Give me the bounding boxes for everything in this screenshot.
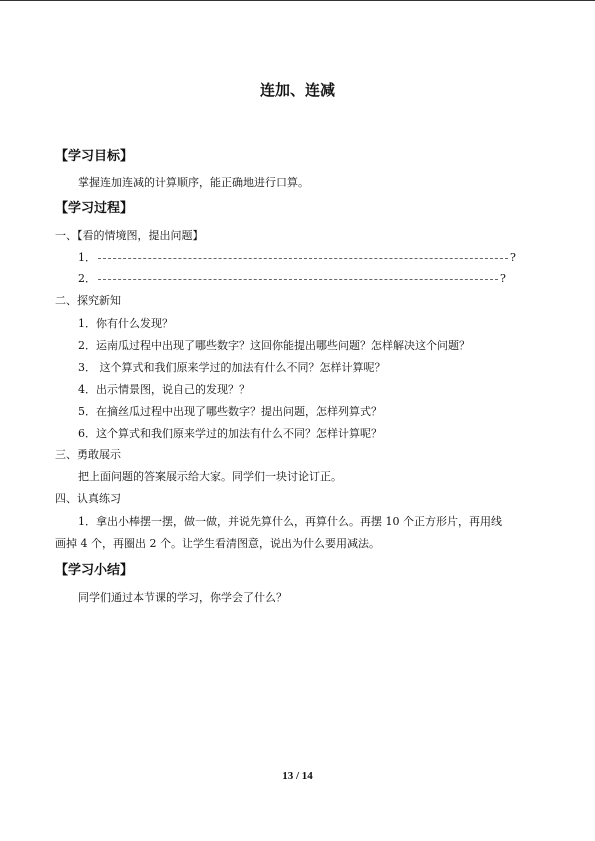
- explore-item-3: 3． 这个算式和我们原来学过的加法有什么不同？怎样计算呢？: [78, 361, 386, 374]
- page-number: 13 / 14: [282, 770, 313, 782]
- process-heading: 【学习过程】: [55, 201, 134, 216]
- part4-line-2: 画掉 4 个，再圈出 2 个。让学生看清图意，说出为什么要用减法。: [55, 537, 380, 550]
- question-line-1: [78, 251, 516, 265]
- summary-heading: 【学习小结】: [55, 563, 134, 578]
- question-1-number: 1．: [78, 251, 96, 264]
- explore-item-2: 2．运南瓜过程中出现了哪些数字？这回你能提出哪些问题？怎样解决这个问题？: [78, 339, 470, 352]
- explore-item-4: 4．出示情景图，说自己的发现？？: [78, 383, 250, 396]
- question-2-number: 2．: [78, 272, 96, 285]
- part3-text: 把上面问题的答案展示给大家。同学们一块讨论订正。: [78, 470, 342, 483]
- explore-item-5: 5．在摘丝瓜过程中出现了哪些数字？提出问题，怎样列算式？: [78, 405, 382, 418]
- answer-blank-2: [98, 279, 498, 280]
- part3-title: 三、勇敢展示: [55, 448, 121, 461]
- part2-title: 二、探究新知: [55, 294, 121, 307]
- part4-title: 四、认真练习: [55, 492, 121, 505]
- explore-item-1: 1．你有什么发现？: [78, 317, 173, 330]
- explore-item-6: 6．这个算式和我们原来学过的加法有什么不同？怎样计算呢？: [78, 427, 382, 440]
- top-rule: [0, 0, 595, 1]
- goal-text: 掌握连加连减的计算顺序，能正确地进行口算。: [78, 176, 309, 189]
- goal-heading: 【学习目标】: [55, 149, 134, 164]
- part4-line-1: 1．拿出小棒摆一摆，做一做，并说先算什么，再算什么。再摆 10 个正方形片，再用线: [78, 515, 502, 528]
- summary-text: 同学们通过本节课的学习，你学会了什么？: [78, 591, 287, 604]
- answer-blank-1: [98, 258, 508, 259]
- question-line-2: [78, 272, 506, 286]
- question-2-end: ?: [500, 272, 506, 285]
- part1-title: 一、【看的情境图，提出问题】: [55, 229, 204, 242]
- question-1-end: ?: [510, 251, 516, 264]
- page-title: 连加、连减: [259, 81, 335, 99]
